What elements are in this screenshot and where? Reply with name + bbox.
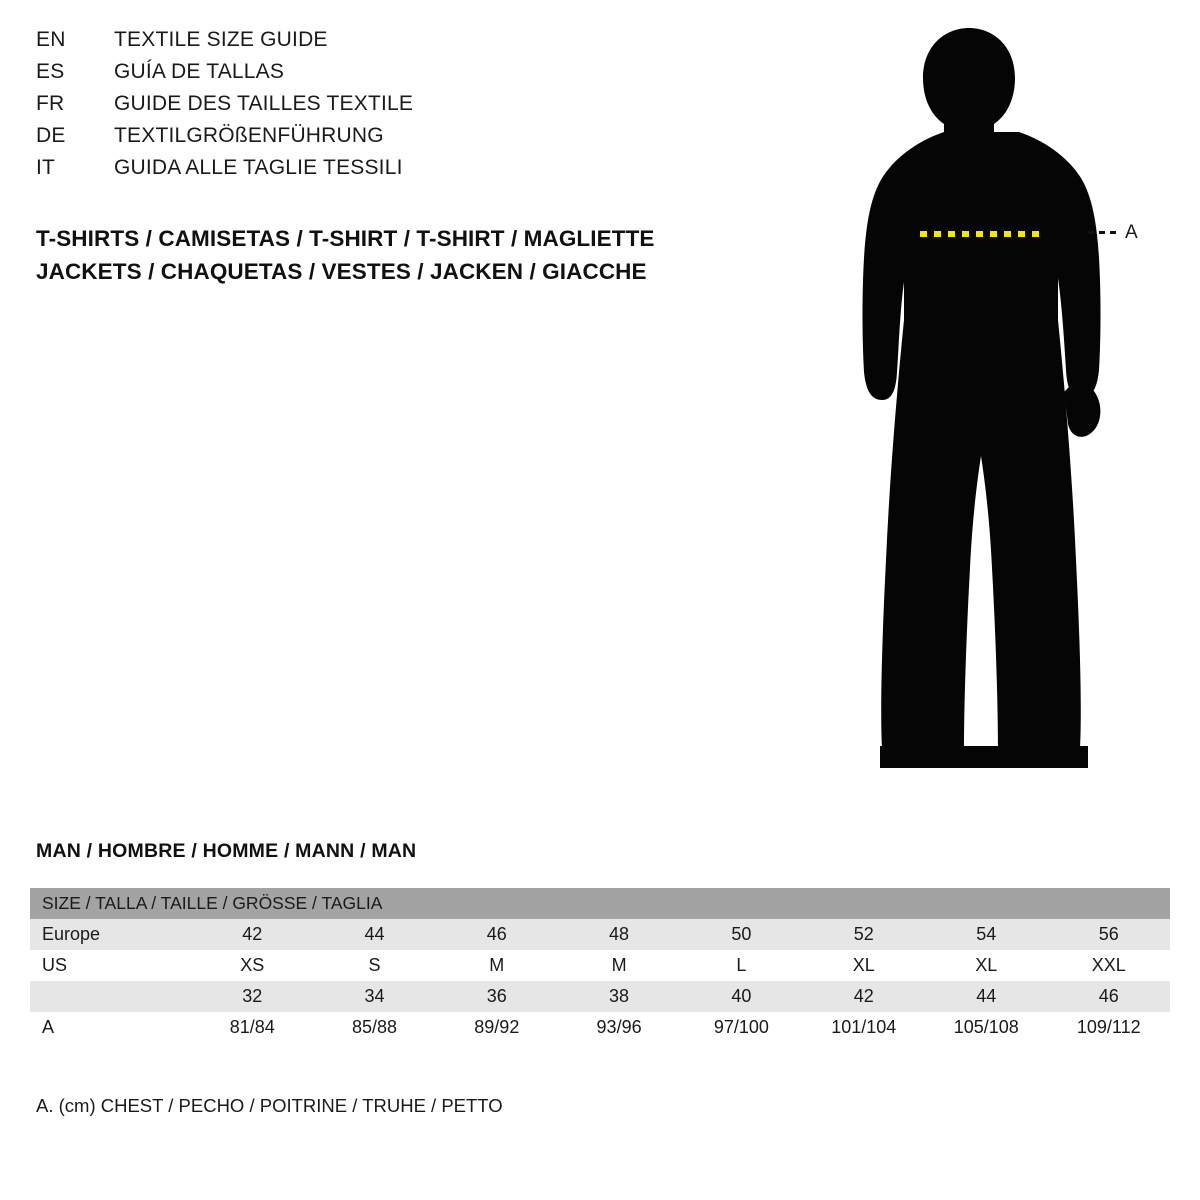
row-value: 93/96	[558, 1012, 680, 1043]
man-silhouette-icon	[820, 20, 1180, 800]
size-table	[30, 888, 1170, 1043]
language-code: IT	[36, 156, 56, 179]
language-row	[36, 124, 736, 156]
table-row	[30, 919, 1170, 950]
language-code: FR	[36, 92, 65, 115]
row-value: XXL	[1047, 950, 1170, 981]
row-value: 54	[925, 919, 1047, 950]
language-title: GUÍA DE TALLAS	[114, 60, 285, 83]
row-value: 36	[436, 981, 558, 1012]
row-value: M	[436, 950, 558, 981]
row-value: 46	[1047, 981, 1170, 1012]
row-label: Europe	[30, 919, 191, 950]
row-value: 46	[436, 919, 558, 950]
table-header-label: SIZE / TALLA / TAILLE / GRÖSSE / TAGLIA	[30, 888, 1170, 919]
measure-marker-label: A	[1125, 222, 1138, 243]
row-value: 44	[925, 981, 1047, 1012]
row-label: A	[30, 1012, 191, 1043]
language-title-list	[36, 28, 736, 188]
language-row	[36, 60, 736, 92]
row-value: 42	[191, 919, 313, 950]
row-value: 34	[313, 981, 435, 1012]
language-code: ES	[36, 60, 65, 83]
table-group-title: MAN / HOMBRE / HOMME / MANN / MAN	[36, 840, 417, 862]
row-value: 56	[1047, 919, 1170, 950]
row-value: 44	[313, 919, 435, 950]
row-label	[30, 981, 191, 1012]
row-value: 97/100	[680, 1012, 802, 1043]
row-value: 85/88	[313, 1012, 435, 1043]
category-line: T-SHIRTS / CAMISETAS / T-SHIRT / T-SHIRT / MAGLIETTE	[36, 226, 655, 251]
row-value: XL	[925, 950, 1047, 981]
category-line: JACKETS / CHAQUETAS / VESTES / JACKEN / GIACCHE	[36, 259, 647, 284]
row-value: XS	[191, 950, 313, 981]
row-value: 48	[558, 919, 680, 950]
language-row	[36, 92, 736, 124]
garment-categories	[36, 222, 655, 288]
language-title: GUIDA ALLE TAGLIE TESSILI	[114, 156, 403, 179]
table-row	[30, 981, 1170, 1012]
row-value: 38	[558, 981, 680, 1012]
language-title: TEXTILE SIZE GUIDE	[114, 28, 328, 51]
measure-leader-line	[1088, 231, 1118, 234]
table-row	[30, 950, 1170, 981]
row-value: 32	[191, 981, 313, 1012]
row-value: 52	[803, 919, 925, 950]
language-code: DE	[36, 124, 66, 147]
language-row	[36, 28, 736, 60]
row-value: XL	[803, 950, 925, 981]
language-title: TEXTILGRÖßENFÜHRUNG	[114, 124, 384, 147]
row-value: 42	[803, 981, 925, 1012]
row-value: 50	[680, 919, 802, 950]
table-footnote: A. (cm) CHEST / PECHO / POITRINE / TRUHE / PETTO	[36, 1095, 503, 1116]
row-value: 109/112	[1047, 1012, 1170, 1043]
row-value: M	[558, 950, 680, 981]
language-row	[36, 156, 736, 188]
row-value: 105/108	[925, 1012, 1047, 1043]
row-label: US	[30, 950, 191, 981]
row-value: 81/84	[191, 1012, 313, 1043]
language-code: EN	[36, 28, 66, 51]
row-value: 101/104	[803, 1012, 925, 1043]
row-value: 40	[680, 981, 802, 1012]
row-value: L	[680, 950, 802, 981]
table-header-row	[30, 888, 1170, 919]
row-value: 89/92	[436, 1012, 558, 1043]
row-value: S	[313, 950, 435, 981]
language-title: GUIDE DES TAILLES TEXTILE	[114, 92, 414, 115]
table-row	[30, 1012, 1170, 1043]
body-silhouette-figure	[820, 20, 1180, 800]
